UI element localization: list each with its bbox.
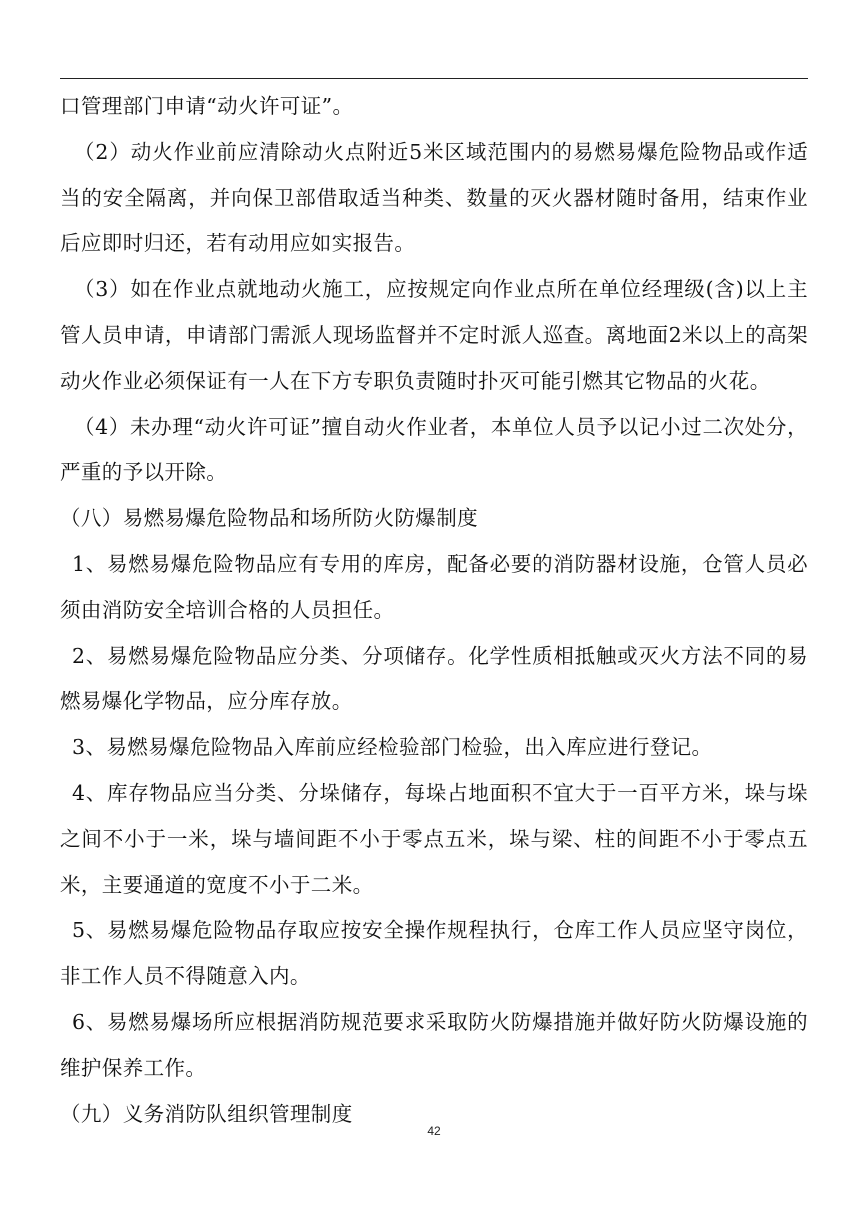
paragraph-item-3: （3）如在作业点就地动火施工，应按规定向作业点所在单位经理级(含)以上主管人员申请，申请部门需派人现场监督并不定时派人巡查。离地面2米以上的高架动火作业必须保证有一人在下方专职负责随时扑灭可能引燃其它物品的火花。 <box>60 277 808 393</box>
paragraph-rule-2: 2、易燃易爆危险物品应分类、分项储存。化学性质相抵触或灭火方法不同的易燃易爆化学物品，应分库存放。 <box>60 643 808 714</box>
header-rule <box>60 78 808 79</box>
paragraph-item-2: （2）动火作业前应清除动火点附近5米区域范围内的易燃易爆危险物品或作适当的安全隔离，并向保卫部借取适当种类、数量的灭火器材随时备用，结束作业后应即时归还，若有动用应如实报告。 <box>60 139 808 256</box>
paragraph-rule-4: 4、库存物品应当分类、分垛储存，每垛占地面积不宜大于一百平方米，垛与垛之间不小于一米，垛与墙间距不小于零点五米，垛与梁、柱的间距不小于零点五米，主要通道的宽度不小于二米。 <box>60 780 808 897</box>
document-body <box>60 84 808 1137</box>
paragraph-rule-5: 5、易燃易爆危险物品存取应按安全操作规程执行，仓库工作人员应坚守岗位，非工作人员不得随意入内。 <box>60 918 808 989</box>
paragraph-continuation: 口管理部门申请“动火许可证”。 <box>60 94 354 118</box>
paragraph-item-4: （4）未办理“动火许可证”擅自动火作业者，本单位人员予以记小过二次处分，严重的予以开除。 <box>60 414 808 485</box>
page-number: 42 <box>427 1124 441 1138</box>
paragraph-rule-3: 3、易燃易爆危险物品入库前应经检验部门检验，出入库应进行登记。 <box>72 735 713 760</box>
section-heading-9: （九）义务消防队组织管理制度 <box>60 1101 353 1126</box>
paragraph-rule-6: 6、易燃易爆场所应根据消防规范要求采取防火防爆措施并做好防火防爆设施的维护保养工作。 <box>60 1009 808 1080</box>
paragraph-rule-1: 1、易燃易爆危险物品应有专用的库房，配备必要的消防器材设施，仓管人员必须由消防安全培训合格的人员担任。 <box>60 551 808 622</box>
section-heading-8: （八）易燃易爆危险物品和场所防火防爆制度 <box>60 506 478 531</box>
